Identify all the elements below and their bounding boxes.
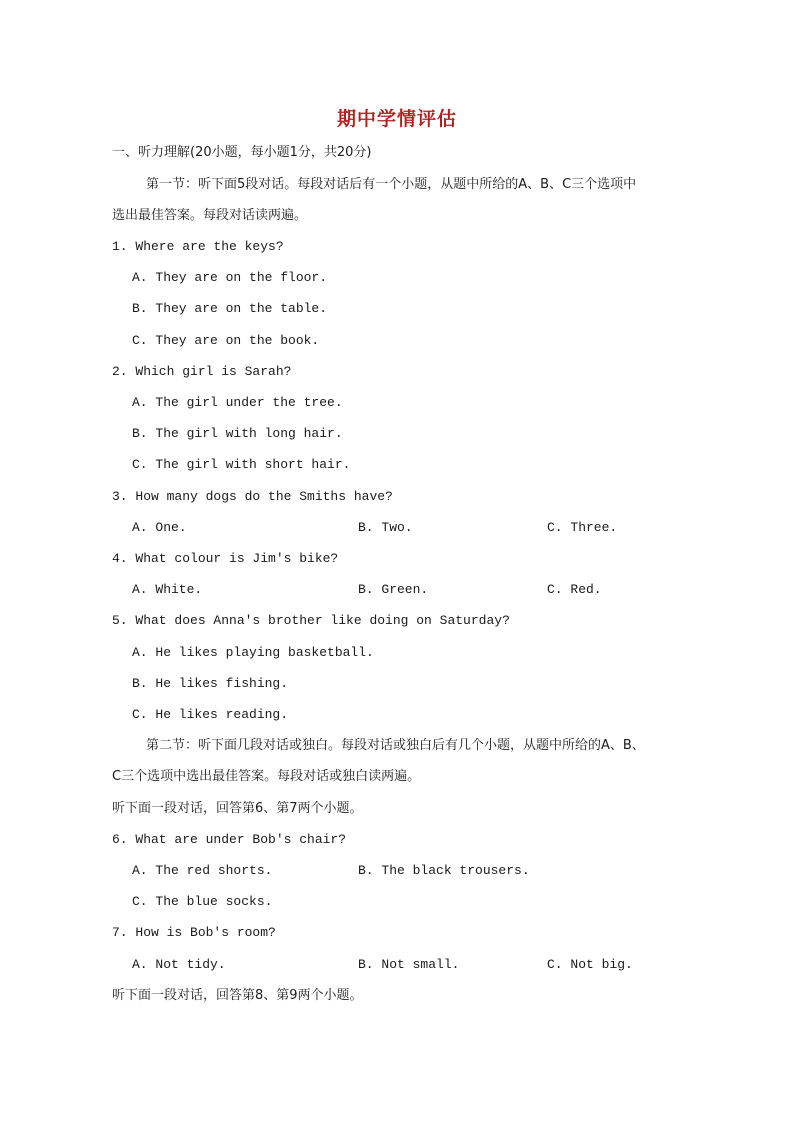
question-4-option-c: C. Red. — [547, 582, 602, 597]
question-1-option-c: C. They are on the book. — [132, 333, 320, 348]
question-3-option-c: C. Three. — [547, 520, 618, 535]
question-7: 7. How is Bob's room? — [112, 925, 276, 940]
question-6-option-a: A. The red shorts. — [132, 863, 273, 878]
question-4-option-a: A. White. — [132, 582, 203, 597]
page-title: 期中学情评估 — [336, 108, 457, 130]
question-1-option-b: B. They are on the table. — [132, 301, 328, 316]
question-2-option-c: C. The girl with short hair. — [132, 457, 351, 472]
question-1-option-a: A. They are on the floor. — [132, 270, 328, 285]
question-2-option-a: A. The girl under the tree. — [132, 395, 343, 410]
question-6: 6. What are under Bob's chair? — [112, 832, 347, 847]
part2-intro-line1: 第二节：听下面几段对话或独白。每段对话或独白后有几个小题，从题中所给的A、B、 — [146, 738, 645, 753]
question-5: 5. What does Anna's brother like doing on Saturday? — [112, 613, 510, 628]
section-heading: 一、听力理解(20小题，每小题1分，共20分) — [112, 145, 372, 160]
question-2-option-b: B. The girl with long hair. — [132, 426, 343, 441]
question-2: 2. Which girl is Sarah? — [112, 364, 292, 379]
question-3-option-a: A. One. — [132, 520, 187, 535]
question-7-option-a: A. Not tidy. — [132, 957, 226, 972]
question-6-option-c: C. The blue socks. — [132, 894, 273, 909]
dialogue-group-1-instruction: 听下面一段对话，回答第6、第7两个小题。 — [112, 801, 363, 816]
question-4-option-b: B. Green. — [358, 582, 429, 597]
question-7-option-c: C. Not big. — [547, 957, 633, 972]
question-3: 3. How many dogs do the Smiths have? — [112, 489, 393, 504]
question-1: 1. Where are the keys? — [112, 239, 284, 254]
part1-intro-line2: 选出最佳答案。每段对话读两遍。 — [112, 208, 308, 223]
question-4: 4. What colour is Jim's bike? — [112, 551, 339, 566]
question-7-option-b: B. Not small. — [358, 957, 460, 972]
part1-intro-line1: 第一节：听下面5段对话。每段对话后有一个小题，从题中所给的A、B、C三个选项中 — [146, 177, 637, 192]
question-5-option-c: C. He likes reading. — [132, 707, 289, 722]
dialogue-group-2-instruction: 听下面一段对话，回答第8、第9两个小题。 — [112, 988, 363, 1003]
question-3-option-b: B. Two. — [358, 520, 413, 535]
question-5-option-a: A. He likes playing basketball. — [132, 645, 374, 660]
part2-intro-line2: C三个选项中选出最佳答案。每段对话或独白读两遍。 — [112, 769, 421, 784]
question-6-option-b: B. The black trousers. — [358, 863, 530, 878]
question-5-option-b: B. He likes fishing. — [132, 676, 289, 691]
